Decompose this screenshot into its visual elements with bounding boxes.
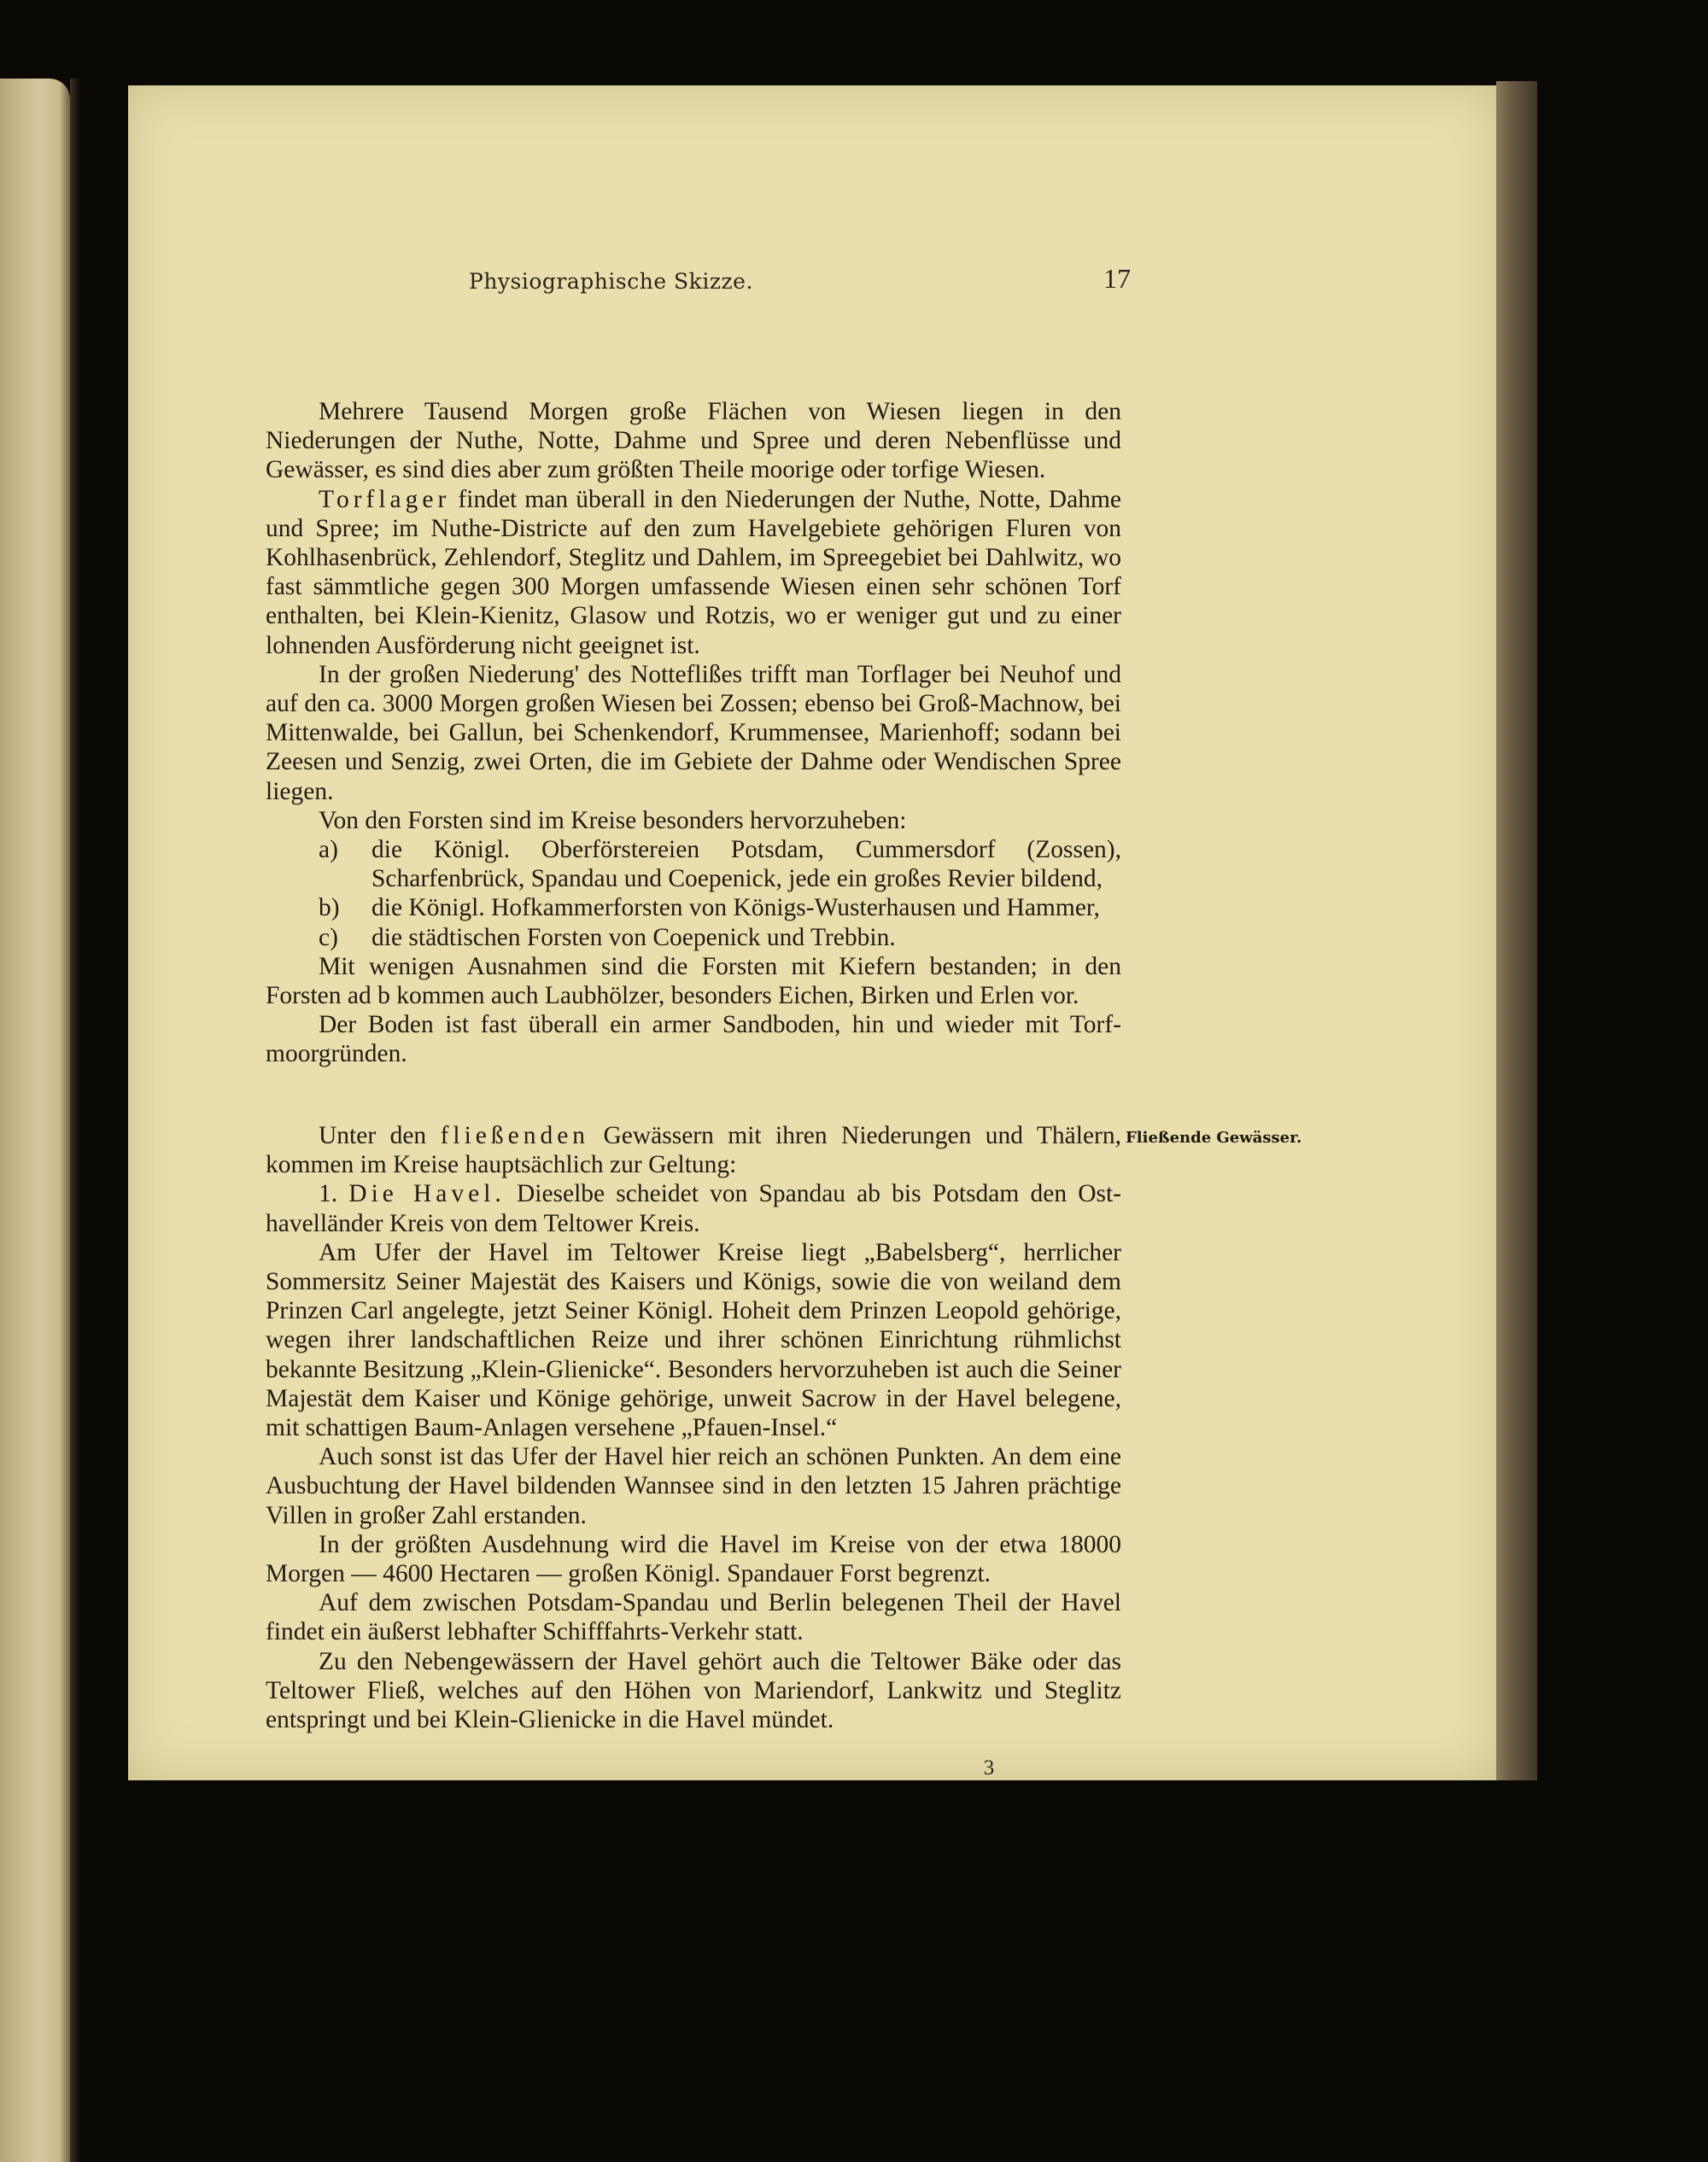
list-item-label: c) [319, 923, 338, 951]
paragraph-peat-text: findet man überall in den Niederungen der Nuthe, Notte, Dahme und Spree; im Nuthe-Districte auf den zum Havelgebiete gehörigen Fluren von Kohlhasenbrück, Zehlendorf, Steglitz und Dahlem, im Spreegebiet bei Dahlwitz, wo fast sämmtliche gegen 300 Morgen umfassende Wiesen einen sehr schönen Torf enthalten, bei Klein-Kienitz, Glasow und Rotzis, wo er weniger gut und zu einer lohnenden Ausförderung nicht geeignet ist. [266, 485, 1121, 659]
paragraph-text-end: Gewässern mit ihren Niederungen und Thälern, kommen im Kreise hauptsächlich zur Geltung: [266, 1122, 1121, 1179]
left-page-edge [0, 79, 70, 2162]
paragraph-text-start: Unter den [319, 1122, 441, 1149]
list-item [266, 893, 1121, 922]
item-number: 1. [319, 1180, 338, 1208]
forest-list [266, 835, 1121, 952]
book-cover-edge [1496, 81, 1537, 1780]
signature-mark: 3 [983, 1756, 995, 1779]
paragraph-kiefern: Mit wenigen Ausnahmen sind die Forsten mit Kiefern bestanden; in den Forsten ad b kommen auch Laubhölzer, besonders Eichen, Birken und Erlen vor. [266, 952, 1121, 1010]
paragraph-wannsee: Auch sonst ist das Ufer der Havel hier reich an schönen Punkten. An dem eine Ausbuchtung der Havel bildenden Wannsee sind in den letzten 15 Jahren prächtige Villen in großer Zahl erstanden. [266, 1443, 1121, 1529]
list-item-label: b) [319, 894, 340, 922]
list-item-text: die Königl. Oberförstereien Potsdam, Cummersdorf (Zossen), Scharfenbrück, Spandau und Coepenick, jede ein großes Revier bildend, [371, 836, 1121, 893]
term-havel: Die Havel. [348, 1180, 506, 1208]
list-item-label: a) [319, 836, 338, 864]
paragraph-peat [266, 485, 1121, 660]
paragraph-havel [266, 1179, 1121, 1237]
paragraph-meadows: Mehrere Tausend Morgen große Flächen von Wiesen liegen in den Niederungen der Nuthe, Notte, Dahme und Spree und deren Nebenflüsse und Gewässer, es sind dies aber zum größten Theile moorige oder torfige Wiesen. [266, 398, 1121, 484]
text-block-forests [266, 397, 1121, 1069]
text-block-waters [266, 1121, 1121, 1734]
paragraph-notte-lowland: In der großen Niederung' des Notteflißes trifft man Torflager bei Neuhof und auf den ca. 3000 Morgen großen Wiesen bei Zossen; ebenso bei Groß-Machnow, bei Mittenwalde, bei Gallun, bei Schenkendorf, Krummensee, Marienhoff; sodann bei Zeesen und Senzig, zwei Orten, die im Gebiete der Dahme oder Wendischen Spree liegen. [266, 660, 1121, 805]
margin-note: Fließende Gewässer. [1126, 1129, 1302, 1147]
list-item-text: die städtischen Forsten von Coepenick und Trebbin. [371, 923, 896, 951]
paragraph-flowing-waters [266, 1121, 1121, 1179]
list-item [266, 923, 1121, 952]
paragraph-shipping: Auf dem zwischen Potsdam-Spandau und Berlin belegenen Theil der Havel findet ein äußerst lebhafter Schifffahrts-Verkehr statt. [266, 1589, 1121, 1646]
term-fliessenden: fließenden [440, 1122, 590, 1149]
paragraph-soil: Der Boden ist fast überall ein armer Sandboden, hin und wieder mit Torf-moorgründen. [266, 1011, 1121, 1068]
paragraph-babelsberg: Am Ufer der Havel im Teltower Kreise liegt „Babelsberg“, herrlicher Sommersitz Seiner Majestät des Kaisers und Königs, sowie die von weiland dem Prinzen Carl angelegte, jetzt Seiner Königl. Hoheit dem Prinzen Leopold gehörige, wegen ihrer landschaftlichen Reize und ihrer schönen Einrichtung rühmlichst bekannte Besitzung „Klein-Glienicke“. Besonders hervorzuheben ist auch die Seiner Majestät dem Kaiser und Könige gehörige, unweit Sacrow in der Havel belegene, mit schattigen Baum-Anlagen versehene „Pfauen-Insel.“ [266, 1238, 1121, 1442]
paragraph-teltower-baeke: Zu den Nebengewässern der Havel gehört auch die Teltower Bäke oder das Teltower Fließ, welches auf den Höhen von Mariendorf, Lankwitz und Steglitz entspringt und bei Klein-Glienicke in die Havel mündet. [266, 1647, 1121, 1734]
paragraph-havel-text: Dieselbe scheidet von Spandau ab bis Potsdam den Ost-havelländer Kreis von dem Teltower Kreis. [266, 1180, 1122, 1237]
page-number: 17 [1103, 263, 1131, 294]
term-torflager: Torflager [319, 485, 451, 513]
paragraph-spandauer-forst: In der größten Ausdehnung wird die Havel im Kreise von der etwa 18000 Morgen — 4600 Hectaren — großen Königl. Spandauer Forst begrenzt. [266, 1530, 1121, 1588]
paragraph-forests-intro: Von den Forsten sind im Kreise besonders hervorzuheben: [319, 806, 907, 834]
list-item [266, 835, 1121, 893]
list-item-text: die Königl. Hofkammerforsten von Königs-Wusterhausen und Hammer, [371, 894, 1100, 922]
gutter-shadow [70, 79, 80, 2162]
running-title: Physiographische Skizze. [469, 269, 753, 294]
